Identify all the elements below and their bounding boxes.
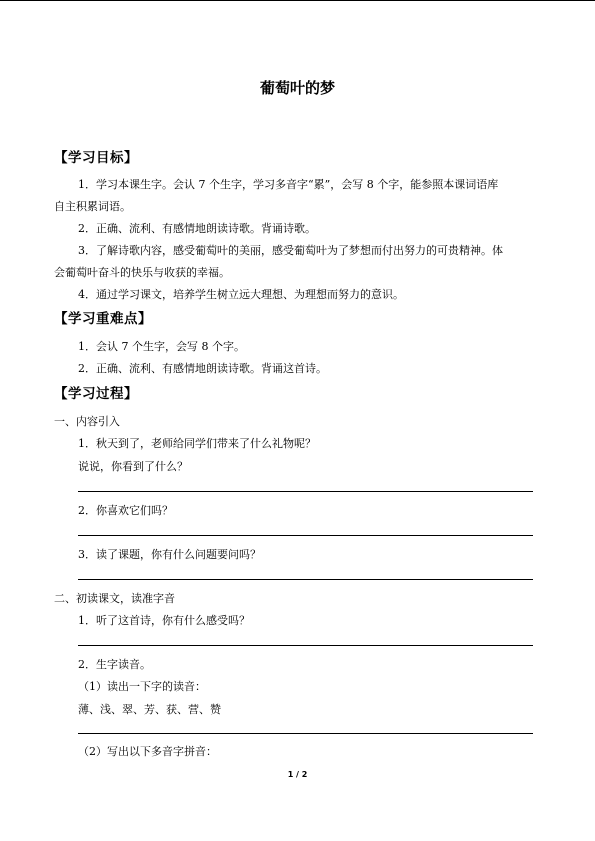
question-2-2: 2．生字读音。 (78, 658, 151, 671)
goal-item-4: 4．通过学习课文，培养学生树立远大理想、为理想而努力的意识。 (78, 288, 404, 301)
goal-item-2: 2．正确、流利、有感情地朗读诗歌。背诵诗歌。 (78, 222, 316, 235)
page-number: 1 / 2 (287, 770, 308, 779)
goal-item-1: 1．学习本课生字。会认 7 个生字，学习多音字“累”，会写 8 个字，能参照本课词语库 (78, 178, 499, 191)
key-points-heading: 【学习重难点】 (54, 311, 152, 327)
answer-line (78, 491, 533, 492)
question-2-1: 1．听了这首诗，你有什么感受吗？ (78, 614, 250, 627)
section-2-title: 二、初读课文，读准字音 (54, 592, 175, 605)
question-1-2: 2．你喜欢它们吗？ (78, 504, 173, 517)
document-title: 葡萄叶的梦 (259, 79, 335, 97)
question-1-1: 1．秋天到了，老师给同学们带来了什么礼物呢？ (78, 437, 316, 450)
top-border-line (0, 0, 595, 1)
answer-line (78, 733, 533, 734)
answer-line (78, 579, 533, 580)
section-1-title: 一、内容引入 (54, 415, 120, 428)
question-2-2-a: （1）读出一下字的读音： (78, 680, 206, 693)
process-heading: 【学习过程】 (54, 386, 138, 402)
question-1-3: 3．读了课题，你有什么问题要问吗？ (78, 548, 261, 561)
character-list: 薄、浅、翠、芳、获、营、赞 (78, 703, 221, 716)
goal-item-1-continued: 自主积累词语。 (54, 200, 131, 213)
question-2-2-b: （2）写出以下多音字拼音： (78, 745, 217, 758)
goals-heading: 【学习目标】 (54, 150, 138, 166)
key-point-2: 2．正确、流利、有感情地朗读诗歌。背诵这首诗。 (78, 362, 327, 375)
answer-line (78, 645, 533, 646)
answer-line (78, 535, 533, 536)
key-point-1: 1．会认 7 个生字，会写 8 个字。 (78, 340, 245, 353)
goal-item-3-continued: 会葡萄叶奋斗的快乐与收获的幸福。 (54, 266, 230, 279)
question-1-1-prompt: 说说，你看到了什么？ (78, 460, 188, 473)
goal-item-3: 3．了解诗歌内容，感受葡萄叶的美丽，感受葡萄叶为了梦想而付出努力的可贵精神。体 (78, 244, 503, 257)
